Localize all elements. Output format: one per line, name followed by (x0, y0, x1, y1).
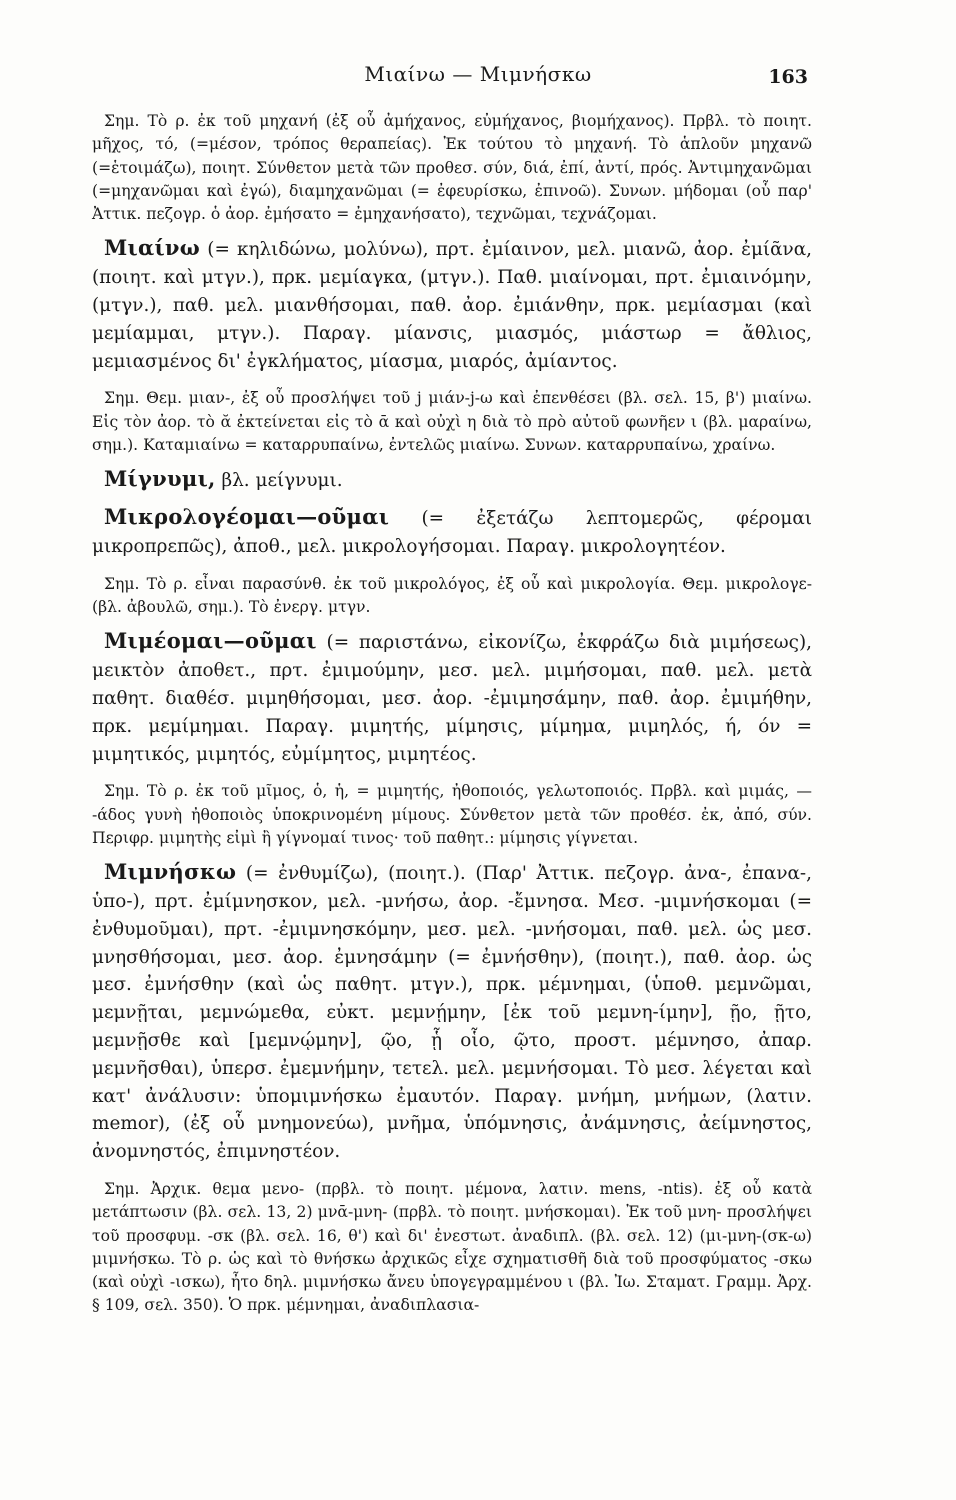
entry-headword: Μίγνυμι, (104, 466, 216, 492)
dictionary-entry (92, 234, 812, 375)
entry-text: (= παριστάνω, εἰκονίζω, ἐκφράζω διὰ μιμήσεως), μεικτὸν ἀποθετ., πρτ. ἐμιμούμην, μεσ. μελ. μιμήσομαι, παθ. μελ. μετὰ παθητ. διαθέσ. μιμηθήσομαι, μεσ. ἀορ. -ἐμιμησάμην, παθ. ἀορ. ἐμιμήθην, πρκ. μεμίμημαι. Παραγ. μιμητής, μίμησις, μίμημα, μιμηλός, ή, όν = μιμητικός, μιμητός, εὐμίμητος, μιμητέος. (92, 632, 812, 765)
entry-text: βλ. μείγνυμι. (221, 470, 343, 492)
note-text: Σημ. Τὸ ρ. εἶναι παρασύνθ. ἐκ τοῦ μικρολόγος, ἐξ οὗ καὶ μικρολογία. Θεμ. μικρολογε- (βλ. ἀβουλῶ, σημ.). Τὸ ἐνεργ. μτγν. (92, 574, 812, 617)
entry-headword: Μιμέομαι—οῦμαι (104, 628, 317, 654)
dictionary-entry (92, 858, 812, 1166)
running-head: Μιαίνω — Μιμνήσκω (364, 62, 592, 86)
page-number: 163 (768, 66, 808, 88)
note-text: Σημ. Ἀρχικ. θεμα μενο- (πρβλ. τὸ ποιητ. μέμονα, λατιν. mens, -ntis). ἐξ οὗ κατὰ μετάπτωσιν (βλ. σελ. 13, 2) μνᾱ-μνη- (πρβλ. τὸ ποιητ. μνήσκομαι). Ἐκ τοῦ μνη- προσλήψει τοῦ προσφυμ. -σκ (βλ. σελ. 16, θ') καὶ δι' ἐνεστωτ. ἀναδιπλ. (βλ. σελ. 12) (μι-μνη-(σκ-ω) μιμνήσκω. Τὸ ρ. ὡς καὶ τὸ θνήσκω ἀρχικῶς εἶχε σχηματισθῆ διὰ τοῦ προσφύματος -σκω (καὶ οὐχὶ -ισκω), ἦτο δηλ. μιμνήσκω ἄνευ ὑπογεγραμμένου ι (βλ. Ἰω. Σταματ. Γραμμ. Ἀρχ. § 109, σελ. 350). Ὁ πρκ. μέμνημαι, ἀναδιπλασια- (92, 1179, 812, 1315)
note-block (92, 1178, 812, 1318)
dictionary-entry (92, 627, 812, 768)
entry-text: (= ἐνθυμίζω), (ποιητ.). (Παρ' Ἀττικ. πεζογρ. ἀνα-, ἐπανα-, ὑπο-), πρτ. ἐμίμνησκον, μελ. -μνήσω, ἀορ. -ἔμνησα. Μεσ. -μιμνήσκομαι (= ἐνθυμοῦμαι), πρτ. -ἐμιμνησκόμην, μεσ. μελ. -μνήσομαι, παθ. μελ. ὡς μεσ. μνησθήσομαι, μεσ. ἀορ. ἐμνησάμην (= ἐμνήσθην), (ποιητ.), παθ. ἀορ. ὡς μεσ. ἐμνήσθην (καὶ ὡς παθητ. μτγν.), πρκ. μέμνημαι, (ὑποθ. μεμνῶμαι, μεμνῇται, μεμνώμεθα, εὐκτ. μεμνῄμην, [ἐκ τοῦ μεμνη-ίμην], ῇο, ῇτο, μεμνῇσθε καὶ [μεμνῴμην], ῷο, ᾗ οἷο, ῷτο, προστ. μέμνησο, ἀπαρ. μεμνῆσθαι), ὑπερσ. ἐμεμνήμην, τετελ. μελ. μεμνήσομαι. Τὸ μεσ. λέγεται καὶ κατ' ἀνάλυσιν: ὑπομιμνήσκω ἐμαυτόν. Παραγ. μνήμη, μνήμων, (λατιν. memor), (ἐξ οὗ μνημονεύω), μνῆμα, ὑπόμνησις, ἀνάμνησις, ἀείμνηστος, ἀνομνηστός, ἐπιμνηστέον. (92, 863, 812, 1163)
page-body (92, 110, 812, 1318)
note-block (92, 573, 812, 620)
entry-text: (= ἐξετάζω λεπτομερῶς, φέρομαι μικροπρεπῶς), ἀποθ., μελ. μικρολογήσομαι. Παραγ. μικρολογητέον. (92, 508, 812, 557)
entry-headword: Μιαίνω (104, 235, 201, 261)
entry-headword: Μικρολογέομαι—οῦμαι (104, 504, 390, 530)
note-text: Σημ. Τὸ ρ. ἐκ τοῦ μηχανή (ἐξ οὗ ἀμήχανος, εὐμήχανος, βιομήχανος). Πρβλ. τὸ ποιητ. μῆχος, τό, (=μέσον, τρόπος θεραπείας). Ἐκ τούτου τὸ μηχανή. Τὸ ἁπλοῦν μηχανῶ (=ἑτοιμάζω), ποιητ. Σύνθετον μετὰ τῶν προθεσ. σύν, διά, ἐπί, ἀντί, πρός. Ἀντιμηχανῶμαι (=μηχανῶμαι καὶ ἐγώ), διαμηχανῶμαι (= ἐφευρίσκω, ἐπινοῶ). Συνων. μήδομαι (οὗ παρ' Ἀττικ. πεζογρ. ὁ ἀορ. ἐμήσατο = ἐμηχανήσατο), τεχνῶμαι, τεχνάζομαι. (92, 112, 812, 224)
note-text: Σημ. Τὸ ρ. ἐκ τοῦ μῖμος, ὁ, ἡ, = μιμητής, ἠθοποιός, γελωτοποιός. Πρβλ. καὶ μιμάς, — -άδος γυνὴ ἠθοποιὸς ὑποκρινομένη μίμους. Σύνθετον μετὰ τῶν προθέσ. ἐκ, ἀπό, σύν. Περιφρ. μιμητὴς εἰμὶ ἢ γίγνομαί τινος· τοῦ παθητ.: μίμησις γίγνεται. (92, 782, 812, 847)
note-block (92, 780, 812, 850)
note-text: Σημ. Θεμ. μιαν-, ἐξ οὗ προσλήψει τοῦ j μιάν-j-ω καὶ ἐπενθέσει (βλ. σελ. 15, β') μιαίνω. Εἰς τὸν ἀορ. τὸ ᾰ ἐκτείνεται εἰς τὸ ᾱ καὶ οὐχὶ η διὰ τὸ πρὸ αὐτοῦ φωνῆεν ι (βλ. μαραίνω, σημ.). Καταμιαίνω = καταρρυπαίνω, ἐντελῶς μιαίνω. Συνων. καταρρυπαίνω, χραίνω. (92, 389, 812, 455)
entry-headword: Μιμνήσκω (104, 859, 237, 885)
note-block (92, 387, 812, 457)
dictionary-entry (92, 465, 812, 495)
entry-text: (= κηλιδώνω, μολύνω), πρτ. ἐμίαινον, μελ. μιανῶ, ἀορ. ἐμίᾶνα, (ποιητ. καὶ μτγν.), πρκ. μεμίαγκα, (μτγν.). Παθ. μιαίνομαι, πρτ. ἐμιαινόμην, (μτγν.), παθ. μελ. μιανθήσομαι, παθ. ἀορ. ἐμιάνθην, πρκ. μεμίασμαι (καὶ μεμίαμμαι, μτγν.). Παραγ. μίανσις, μιασμός, μιάστωρ = ἄθλιος, μεμιασμένος δι' ἐγκλήματος, μίασμα, μιαρός, ἀμίαντος. (92, 239, 812, 372)
note-block (92, 110, 812, 226)
dictionary-entry (92, 503, 812, 561)
page-header (0, 62, 956, 102)
